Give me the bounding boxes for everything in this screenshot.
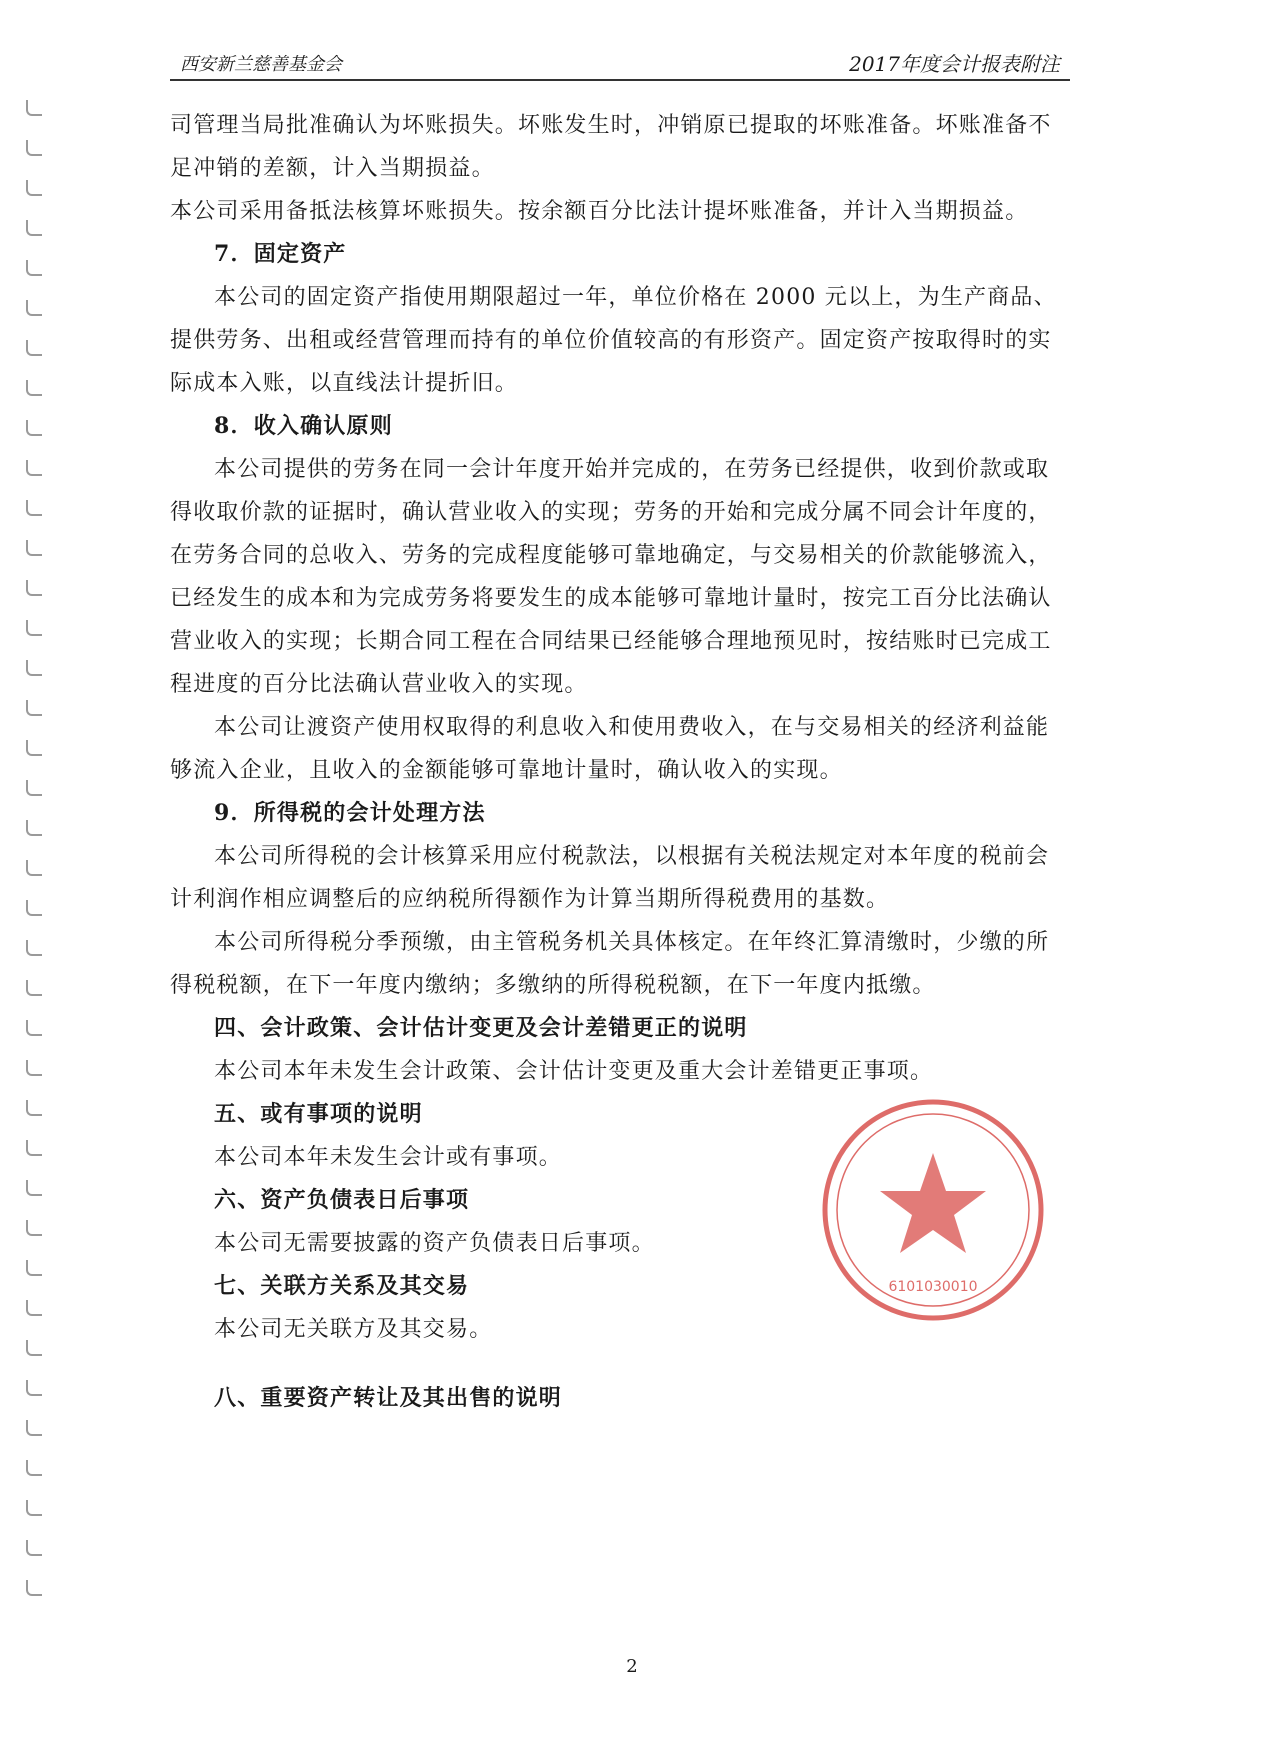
paragraph: 司管理当局批准确认为坏账损失。坏账发生时，冲销原已提取的坏账准备。坏账准备不足冲销的差额，计入当期损益。 <box>170 113 1052 181</box>
header-org: 西安新兰慈善基金会 <box>180 54 342 75</box>
section-heading: 9．所得税的会计处理方法 <box>214 800 486 826</box>
section-heading: 7．固定资产 <box>214 241 347 267</box>
page-header <box>170 46 1070 78</box>
section-heading: 六、资产负债表日后事项 <box>214 1187 470 1213</box>
header-rule <box>170 79 1070 81</box>
paragraph: 本公司提供的劳务在同一会计年度开始并完成的，在劳务已经提供，收到价款或取得收取价款的证据时，确认营业收入的实现；劳务的开始和完成分属不同会计年度的，在劳务合同的总收入、劳务的完成程度能够可靠地确定，与交易相关的价款能够流入，已经发生的成本和为完成劳务将要发生的成本能够可靠地计量时，按完工百分比法确认营业收入的实现；长期合同工程在合同结果已经能够合理地预见时，按结账时已完成工程进度的百分比法确认营业收入的实现。 <box>170 457 1052 697</box>
paragraph: 本公司本年未发生会计政策、会计估计变更及重大会计差错更正事项。 <box>214 1059 934 1084</box>
section-heading: 八、重要资产转让及其出售的说明 <box>214 1385 563 1411</box>
section-heading: 五、或有事项的说明 <box>214 1101 423 1127</box>
section-heading: 四、会计政策、会计估计变更及会计差错更正的说明 <box>214 1015 748 1041</box>
paragraph: 本公司的固定资产指使用期限超过一年，单位价格在 2000 元以上，为生产商品、提供劳务、出租或经营管理而持有的单位价值较高的有形资产。固定资产按取得时的实际成本入账，以直线法计提折旧。 <box>170 285 1057 396</box>
binding-holes <box>26 100 46 1620</box>
header-doc-title: 2017年度会计报表附注 <box>849 52 1060 76</box>
paragraph: 本公司无需要披露的资产负债表日后事项。 <box>214 1231 655 1256</box>
page-number: 2 <box>626 1656 638 1677</box>
paragraph: 本公司本年未发生会计或有事项。 <box>214 1145 563 1170</box>
seal-star-icon <box>880 1153 986 1253</box>
paragraph: 本公司无关联方及其交易。 <box>214 1317 493 1342</box>
section-heading: 七、关联方关系及其交易 <box>214 1273 470 1299</box>
company-seal <box>818 1095 1048 1325</box>
paragraph: 本公司所得税分季预缴，由主管税务机关具体核定。在年终汇算清缴时，少缴的所得税税额，在下一年度内缴纳；多缴纳的所得税税额，在下一年度内抵缴。 <box>170 930 1050 998</box>
section-heading: 8．收入确认原则 <box>214 413 393 439</box>
seal-number: 6101030010 <box>888 1279 978 1295</box>
paragraph: 本公司让渡资产使用权取得的利息收入和使用费收入，在与交易相关的经济利益能够流入企业，且收入的金额能够可靠地计量时，确认收入的实现。 <box>170 715 1050 783</box>
paragraph: 本公司所得税的会计核算采用应付税款法，以根据有关税法规定对本年度的税前会计利润作相应调整后的应纳税所得额作为计算当期所得税费用的基数。 <box>170 844 1050 912</box>
paragraph: 本公司采用备抵法核算坏账损失。按余额百分比法计提坏账准备，并计入当期损益。 <box>170 199 1029 224</box>
